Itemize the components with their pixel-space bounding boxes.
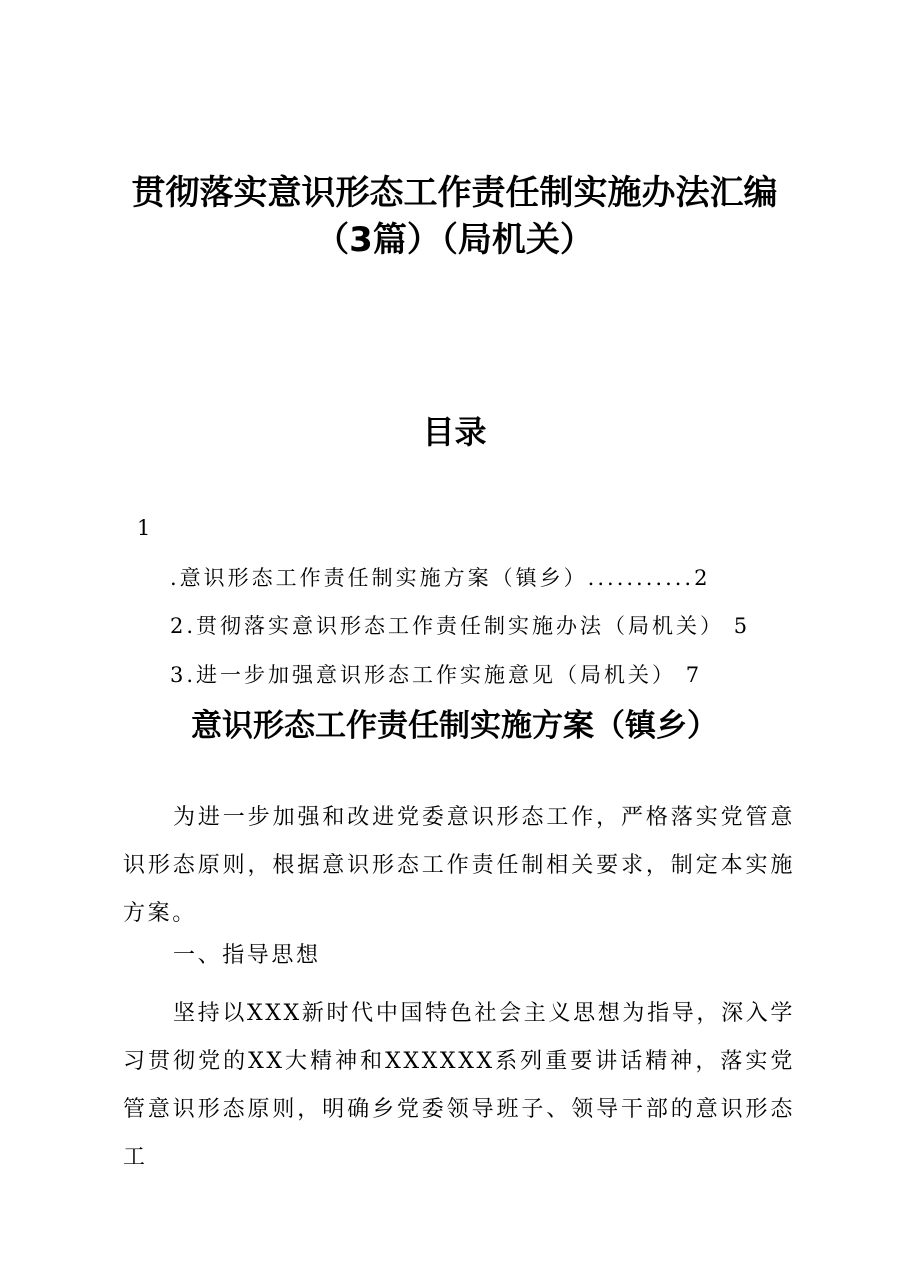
section-heading-guiding-ideology: 一、指导思想 [173, 943, 321, 968]
toc-heading: 目录 [422, 413, 487, 451]
document-title-line-2: （3篇）（局机关） [315, 220, 594, 260]
document-title-line-1: 贯彻落实意识形态工作责任制实施办法汇编 [131, 173, 778, 213]
toc-first-number: 1 [137, 516, 151, 540]
toc-entry-3[interactable]: 3.进一步加强意识形态工作实施意见（局机关） 7 [170, 663, 703, 687]
intro-paragraph: 为进一步加强和改进党委意识形态工作，严格落实党管意识形态原则，根据意识形态工作责任制相关要求，制定本实施方案。 [123, 805, 795, 926]
section-title: 意识形态工作责任制实施方案（镇乡） [191, 708, 718, 744]
toc-entry-1[interactable]: .意识形态工作责任制实施方案（镇乡）...........2 [170, 566, 711, 590]
guiding-ideology-paragraph: 坚持以XXX新时代中国特色社会主义思想为指导，深入学习贯彻党的XX大精神和XXXXXX系列重要讲话精神，落实党管意识形态原则，明确乡党委领导班子、领导干部的意识形态工 [123, 1001, 795, 1170]
toc-entry-2[interactable]: 2.贯彻落实意识形态工作责任制实施办法（局机关） 5 [170, 614, 751, 638]
